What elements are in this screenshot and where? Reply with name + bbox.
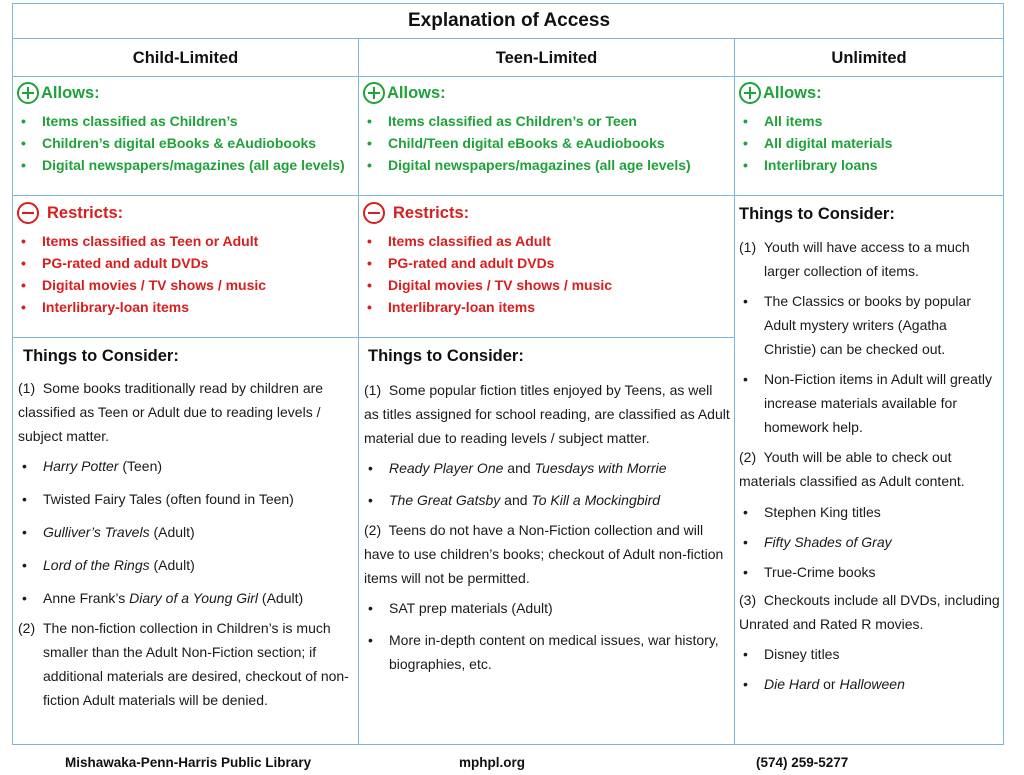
restricts-label: Restricts: (393, 203, 470, 222)
allows-label: Allows: (387, 83, 446, 102)
list-item: • Non-Fiction items in Adult will greatly increase materials available for homework help. (739, 367, 1001, 439)
consider-heading: Things to Consider: (739, 204, 895, 223)
teen-allows-section (363, 80, 733, 176)
list-item: • Anne Frank’s Diary of a Young Girl (Adult) (18, 586, 354, 610)
consider-heading: Things to Consider: (23, 346, 179, 365)
divider (13, 337, 735, 338)
consider-heading: Things to Consider: (368, 346, 524, 365)
list-item: • Gulliver’s Travels (Adult) (18, 520, 354, 544)
minus-circle-icon (363, 202, 385, 224)
list-item: • Digital movies / TV shows / music (363, 274, 733, 296)
restricts-label: Restricts: (47, 203, 124, 222)
divider (13, 38, 1003, 39)
plus-circle-icon (363, 82, 385, 104)
footer-phone: (574) 259-5277 (756, 754, 849, 770)
list-item: • Die Hard or Halloween (739, 672, 1001, 696)
list-item: • Children’s digital eBooks & eAudiobooks (17, 132, 357, 154)
consider-point-1: (1) Youth will have access to a much larger collection of items. (739, 239, 970, 279)
column-heading-child: Child-Limited (132, 48, 239, 67)
list-item: • Items classified as Adult (363, 230, 733, 252)
list-item: • PG-rated and adult DVDs (363, 252, 733, 274)
access-table (12, 3, 1004, 745)
list-item: • All digital materials (739, 132, 1001, 154)
footer-library-name: Mishawaka-Penn-Harris Public Library (65, 754, 312, 770)
teen-restricts-section (363, 200, 733, 318)
unlimited-consider-section (739, 201, 1001, 696)
list-item: • The Classics or books by popular Adult mystery writers (Agatha Christie) can be checked out. (739, 289, 1001, 361)
consider-point-2: (2) The non-fiction collection in Children’s is much smaller than the Adult Non-Fiction section; if additional materials are desired, checkout of non-fiction Adult materials will be denied. (18, 620, 349, 708)
child-restricts-section (17, 200, 357, 318)
consider-point-2: (2) Teens do not have a Non-Fiction collection and will have to use children’s books; checkout of Adult non-fiction items will not be permitted. (364, 522, 724, 586)
restricts-heading (17, 200, 357, 226)
list-item: • Lord of the Rings (Adult) (18, 553, 354, 577)
consider-point-1: (1) Some books traditionally read by children are classified as Teen or Adult due to reading levels / subject matter. (18, 380, 324, 444)
list-item: • More in-depth content on medical issues, war history, biographies, etc. (364, 628, 730, 676)
allows-heading (739, 80, 1001, 106)
allows-heading (17, 80, 357, 106)
consider-point-2: (2) Youth will be able to check out materials classified as Adult content. (739, 449, 965, 489)
list-item: • Items classified as Children’s (17, 110, 357, 132)
footer-website: mphpl.org (459, 754, 525, 770)
consider-point-1: (1) Some popular fiction titles enjoyed by Teens, as well as titles assigned for school reading, are classified as Adult material due to reading levels / subject matter. (364, 382, 730, 446)
page-title: Explanation of Access (407, 10, 611, 31)
divider (734, 38, 735, 744)
list-item: • Stephen King titles (739, 500, 1001, 524)
divider (13, 76, 1003, 77)
list-item: • Interlibrary-loan items (363, 296, 733, 318)
list-item: • Interlibrary loans (739, 154, 1001, 176)
plus-circle-icon (17, 82, 39, 104)
list-item: • Harry Potter (Teen) (18, 454, 354, 478)
restricts-heading (363, 200, 733, 226)
list-item: • The Great Gatsby and To Kill a Mockingbird (364, 488, 730, 512)
list-item: • True-Crime books (739, 560, 1001, 584)
list-item: • Disney titles (739, 642, 1001, 666)
minus-circle-icon (17, 202, 39, 224)
list-item: • Ready Player One and Tuesdays with Morrie (364, 456, 730, 480)
child-allows-section (17, 80, 357, 176)
list-item: • Digital movies / TV shows / music (17, 274, 357, 296)
allows-label: Allows: (763, 83, 822, 102)
list-item: • Child/Teen digital eBooks & eAudiobooks (363, 132, 733, 154)
list-item: • Items classified as Teen or Adult (17, 230, 357, 252)
allows-heading (363, 80, 733, 106)
divider (13, 195, 1003, 196)
column-heading-unlimited: Unlimited (831, 48, 907, 67)
list-item: • Interlibrary-loan items (17, 296, 357, 318)
allows-label: Allows: (41, 83, 100, 102)
list-item: • Fifty Shades of Gray (739, 530, 1001, 554)
teen-consider-section (364, 343, 730, 676)
list-item: • PG-rated and adult DVDs (17, 252, 357, 274)
unlimited-allows-section (739, 80, 1001, 176)
list-item: • Items classified as Children’s or Teen (363, 110, 733, 132)
divider (358, 38, 359, 744)
column-heading-teen: Teen-Limited (495, 48, 598, 67)
list-item: • All items (739, 110, 1001, 132)
list-item: • Digital newspapers/magazines (all age levels) (363, 154, 733, 176)
consider-point-3: (3) Checkouts include all DVDs, including Unrated and Rated R movies. (739, 592, 1000, 632)
child-consider-section (18, 343, 354, 712)
list-item: • SAT prep materials (Adult) (364, 596, 730, 620)
plus-circle-icon (739, 82, 761, 104)
list-item: • Twisted Fairy Tales (often found in Teen) (18, 487, 354, 511)
list-item: • Digital newspapers/magazines (all age levels) (17, 154, 357, 176)
